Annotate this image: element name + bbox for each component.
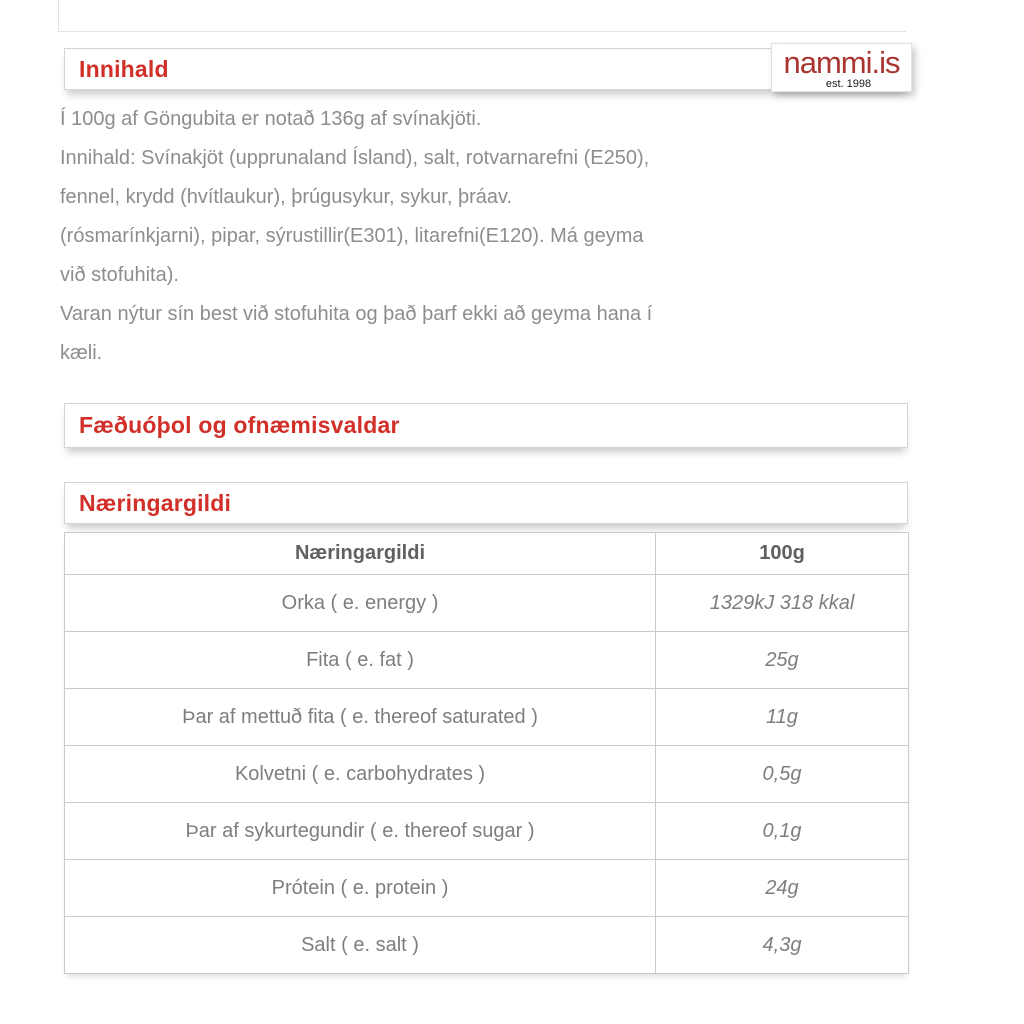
nammi-logo-text: nammi.is [783,45,900,80]
nutrition-section-header [64,482,908,524]
table-row [65,860,909,917]
ingredients-section-title: Innihald [79,55,169,82]
ingredients-line: Í 100g af Göngubita er notað 136g af svínakjöti. [60,108,482,130]
ingredients-line: fennel, krydd (hvítlaukur), þrúgusykur, sykur, þráav. [60,186,513,208]
top-container-edge [58,31,906,32]
nammi-logo-subtext: est. 1998 [825,78,872,90]
nutrient-label: Orka ( e. energy ) [65,575,656,632]
nutrient-value: 25g [656,632,909,689]
nutrient-label: Prótein ( e. protein ) [65,860,656,917]
nutrient-label: Þar af mettuð fita ( e. thereof saturated ) [65,689,656,746]
nutrient-label: Fita ( e. fat ) [65,632,656,689]
nutrient-label: Þar af sykurtegundir ( e. thereof sugar ) [65,803,656,860]
table-row [65,746,909,803]
allergens-section-header [64,403,908,448]
nutrient-value: 24g [656,860,909,917]
table-row [65,575,909,632]
ingredients-text [60,100,840,373]
nutrient-value: 4,3g [656,917,909,974]
nutrition-table [64,532,909,974]
nutrient-value: 1329kJ 318 kkal [656,575,909,632]
table-row [65,803,909,860]
ingredients-line: við stofuhita). [60,264,179,286]
table-row [65,689,909,746]
ingredients-line: (rósmarínkjarni), pipar, sýrustillir(E301), litarefni(E120). Má geyma [60,225,644,247]
ingredients-line: Innihald: Svínakjöt (upprunaland Ísland), salt, rotvarnarefni (E250), [60,147,650,169]
nutrition-table-header-row [65,533,909,575]
ingredients-line: kæli. [60,342,103,364]
top-container-edge-left [58,0,59,31]
table-row [65,917,909,974]
nammi-logo[interactable] [771,43,912,92]
nutrition-col-header-label: Næringargildi [65,533,656,575]
allergens-section-title: Fæðuóþol og ofnæmisvaldar [79,412,400,438]
ingredients-line: Varan nýtur sín best við stofuhita og það þarf ekki að geyma hana í [60,303,653,325]
nutrient-value: 11g [656,689,909,746]
nutrition-section-title: Næringargildi [79,489,232,516]
nutrient-value: 0,5g [656,746,909,803]
table-row [65,632,909,689]
nutrient-label: Kolvetni ( e. carbohydrates ) [65,746,656,803]
nutrient-value: 0,1g [656,803,909,860]
nutrition-col-header-amount: 100g [656,533,909,575]
nutrient-label: Salt ( e. salt ) [65,917,656,974]
